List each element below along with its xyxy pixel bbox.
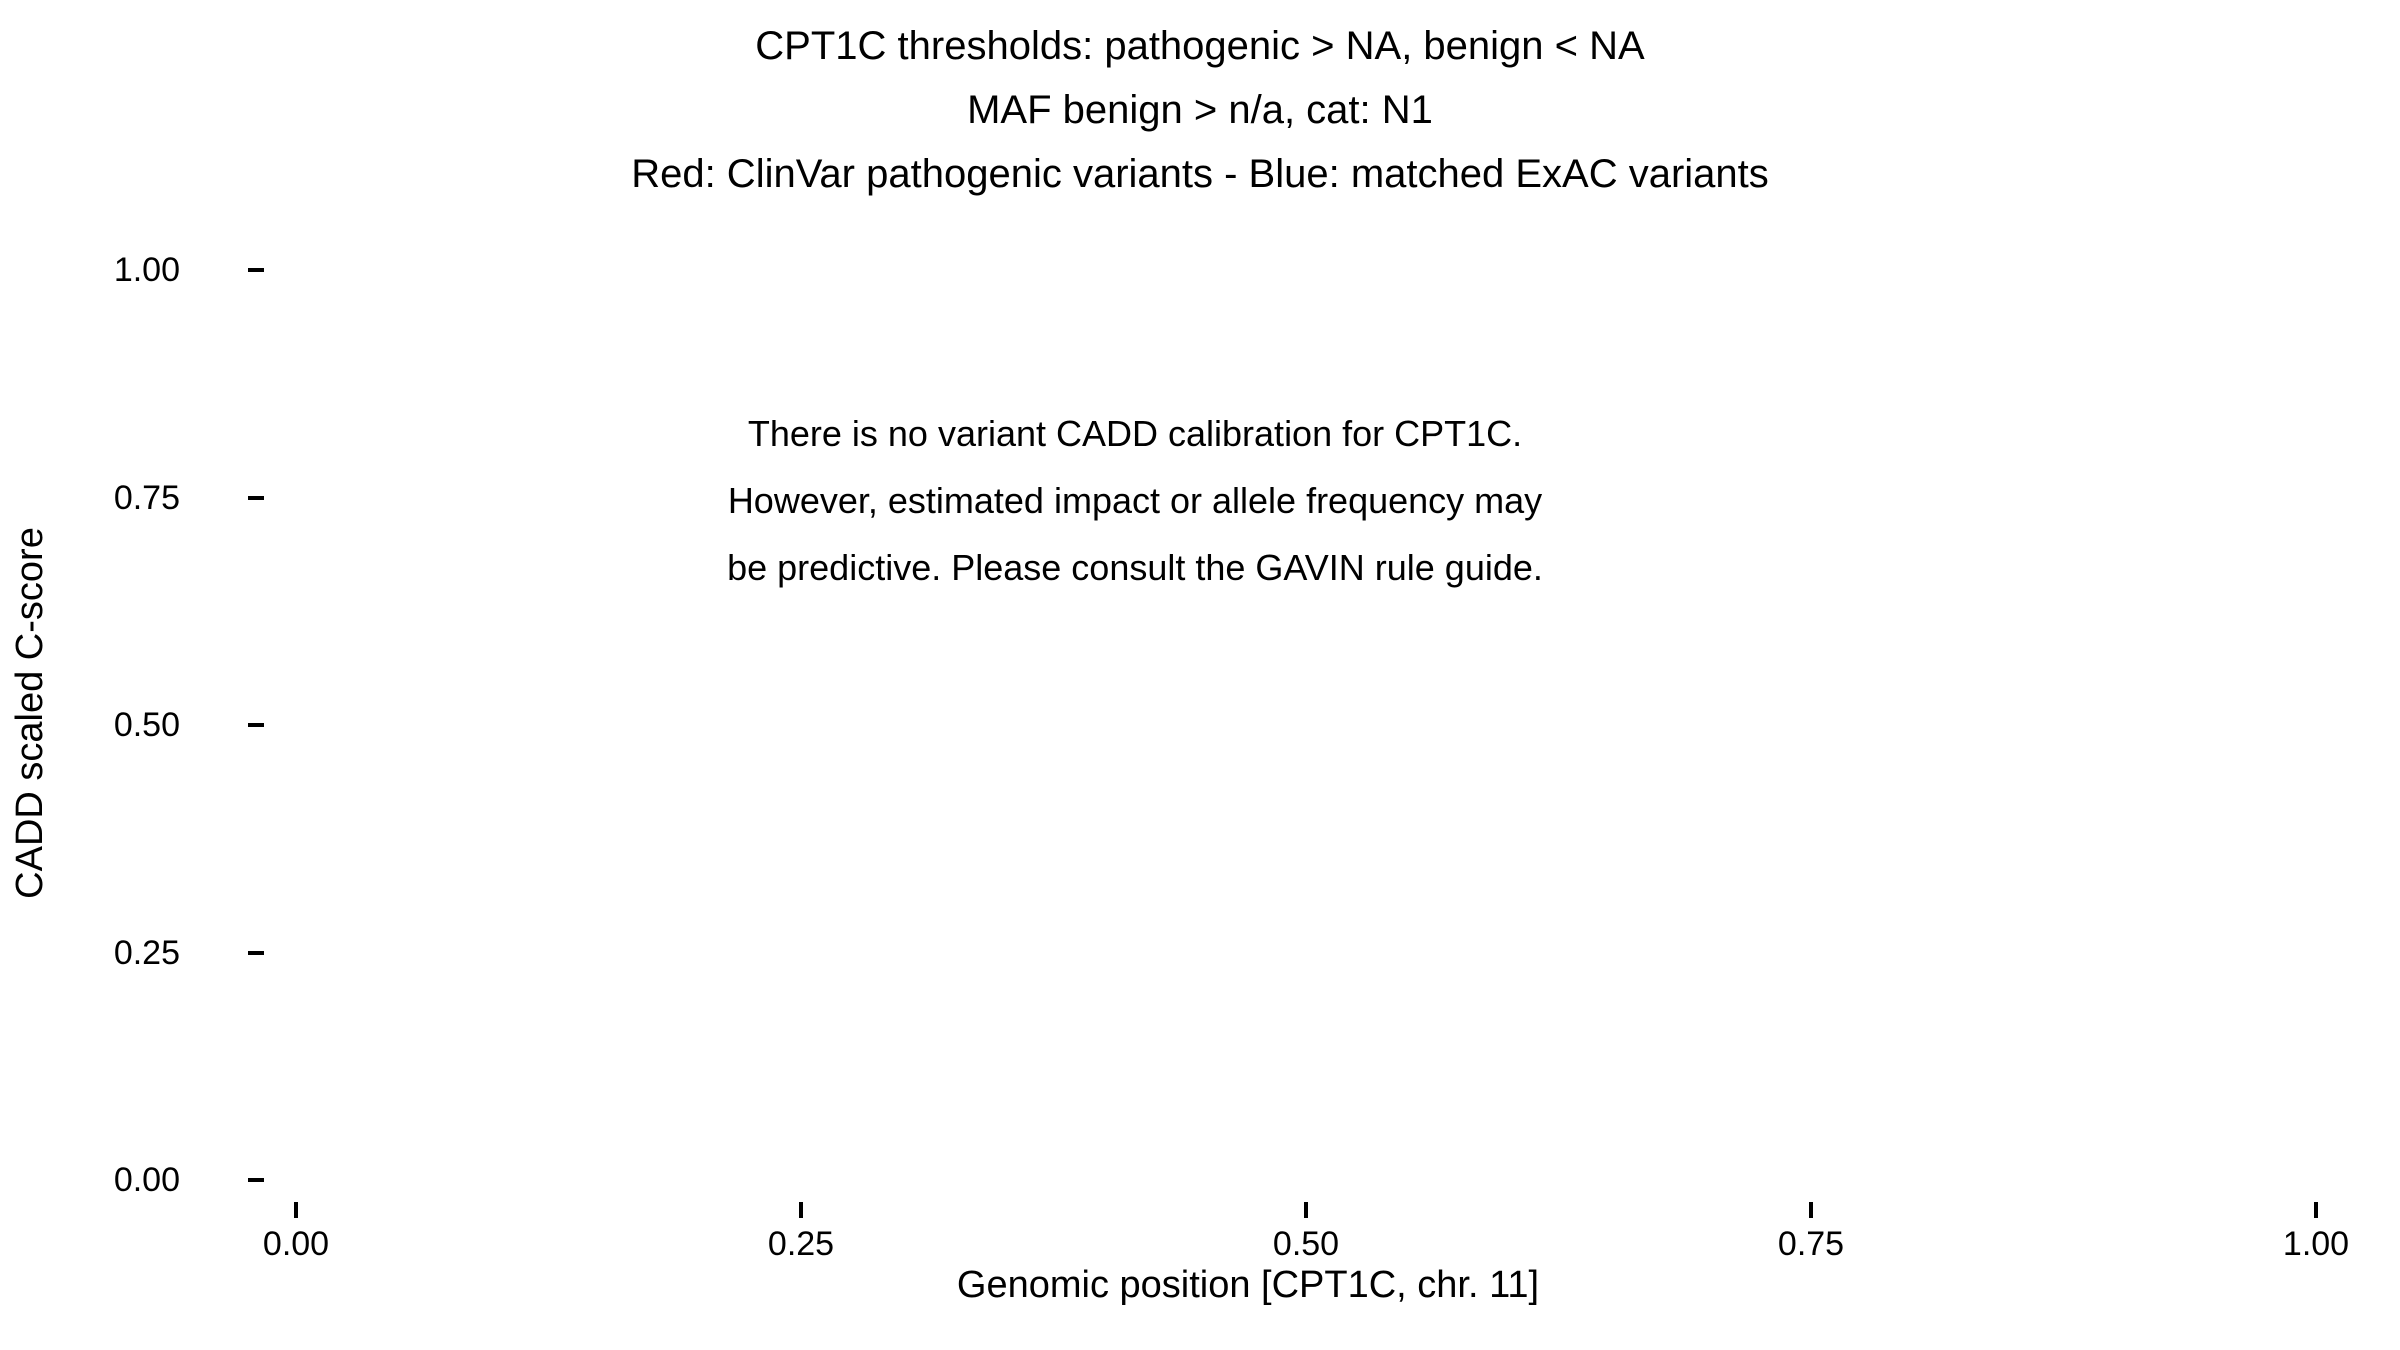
plot-annotation [470, 400, 1800, 601]
x-tick-label-4: 1.00 [2282, 1225, 2350, 1263]
y-tick-label-1: 0.25 [113, 933, 180, 972]
y-tick-mark-0 [248, 1178, 264, 1182]
y-axis-title: CADD scaled C-score [9, 527, 51, 899]
x-tick-mark-0 [294, 1202, 298, 1218]
y-tick-mark-2 [248, 723, 264, 727]
y-tick-label-4: 1.00 [113, 251, 180, 289]
x-tick-label-3: 0.75 [1777, 1225, 1845, 1263]
y-tick-mark-3 [248, 496, 264, 500]
y-tick-label-3: 0.75 [113, 478, 180, 517]
y-tick-mark-1 [248, 951, 264, 955]
plot-annotation-line-3: be predictive. Please consult the GAVIN rule guide. [727, 547, 1543, 588]
x-axis-title: Genomic position [CPT1C, chr. 11] [956, 1264, 1540, 1306]
x-tick-label-2: 0.50 [1272, 1225, 1340, 1263]
y-tick-label-2: 0.50 [113, 706, 180, 744]
chart-title-line-2: MAF benign > n/a, cat: N1 [967, 88, 1433, 132]
chart-title-line-1: CPT1C thresholds: pathogenic > NA, benign < NA [755, 24, 1645, 68]
plot-annotation-line-2: However, estimated impact or allele frequency may [727, 480, 1543, 521]
chart-title-line-3: Red: ClinVar pathogenic variants - Blue: matched ExAC variants [631, 152, 1769, 196]
x-tick-mark-3 [1809, 1202, 1813, 1218]
x-tick-mark-1 [799, 1202, 803, 1218]
x-tick-mark-4 [2314, 1202, 2318, 1218]
x-tick-label-1: 0.25 [767, 1225, 835, 1263]
y-tick-mark-4 [248, 268, 264, 272]
y-tick-label-0: 0.00 [113, 1161, 180, 1199]
x-tick-label-0: 0.00 [262, 1225, 330, 1263]
x-tick-mark-2 [1304, 1202, 1308, 1218]
plot-annotation-line-1: There is no variant CADD calibration for CPT1C. [747, 413, 1523, 454]
